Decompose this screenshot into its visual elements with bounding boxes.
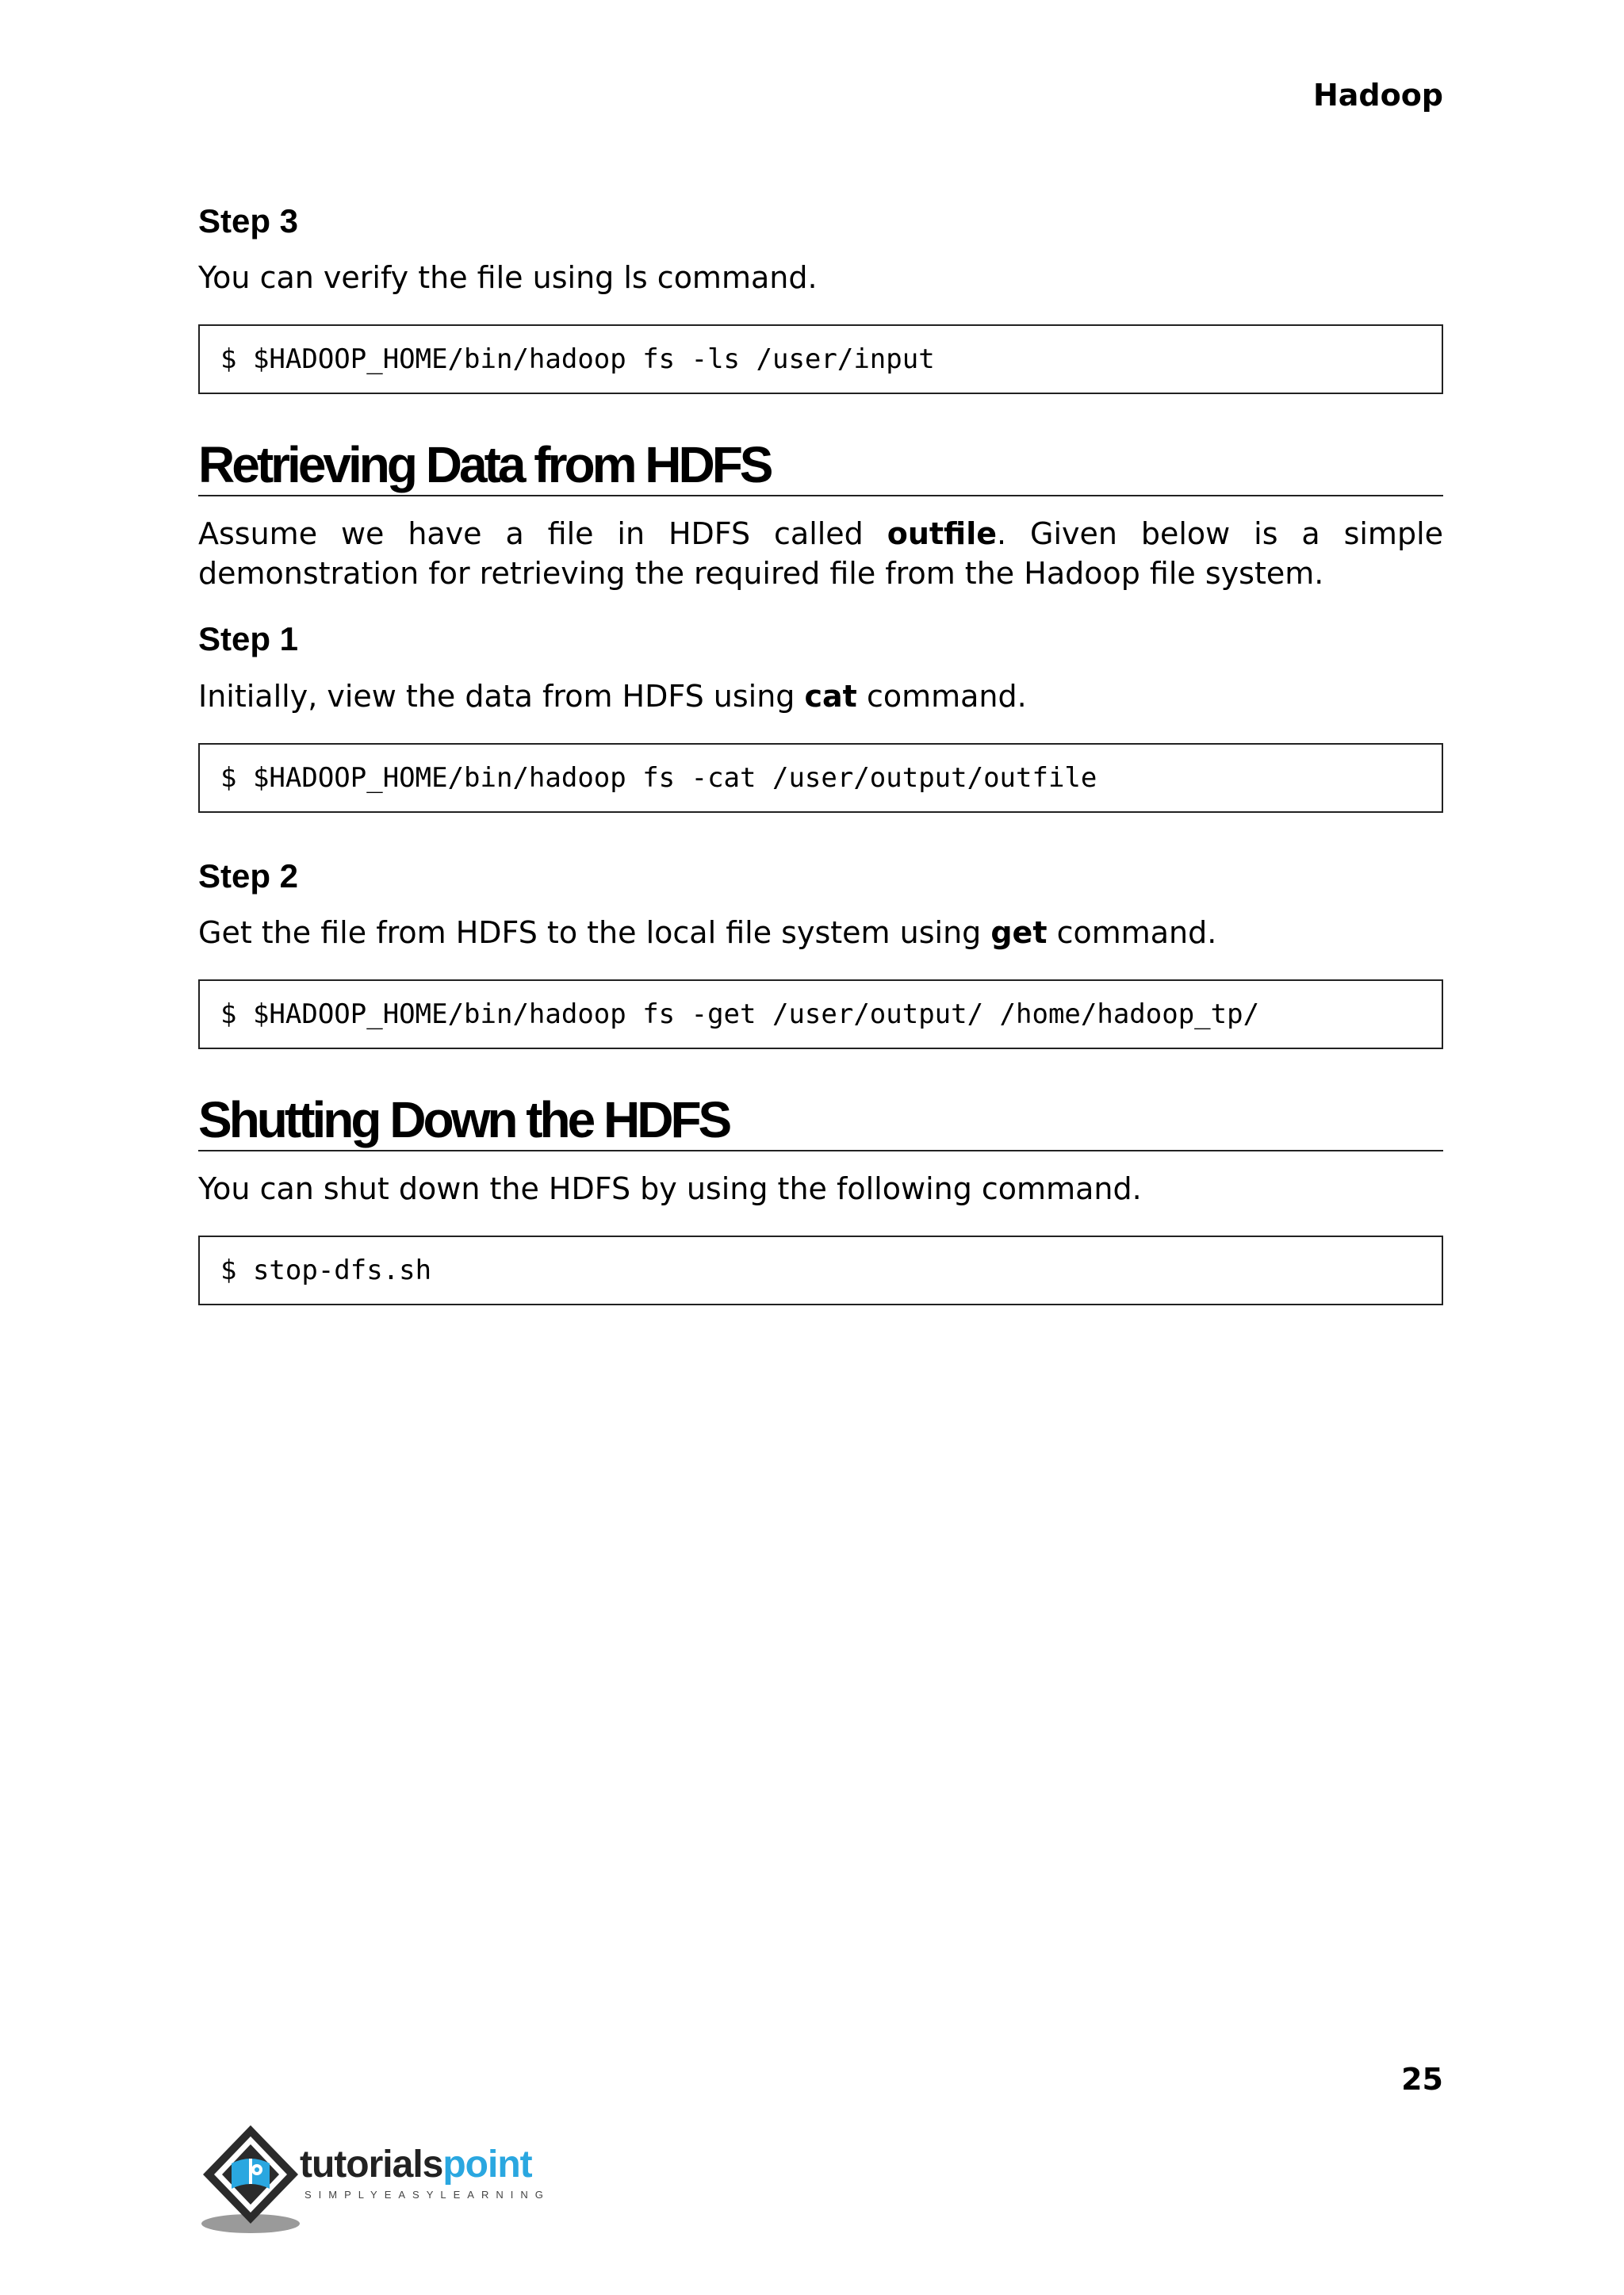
retrieving-intro-part2: . Given below is a simple demonstration for retrieving the required file from the Hadoop file system. — [198, 516, 1444, 592]
step-1-text-part1: Initially, view the data from HDFS using — [198, 678, 805, 714]
step-1-heading: Step 1 — [198, 620, 299, 658]
retrieving-intro-part1: Assume we have a file in HDFS called — [198, 516, 887, 552]
logo-wordmark — [300, 2143, 532, 2186]
retrieving-intro — [198, 514, 1443, 593]
step-2-code-block: $ $HADOOP_HOME/bin/hadoop fs -get /user/output/ /home/hadoop_tp/ — [198, 979, 1443, 1049]
section-title-shutdown: Shutting Down the HDFS — [198, 1094, 1443, 1151]
step-1-text-part2: command. — [856, 678, 1027, 714]
step-3-heading: Step 3 — [198, 202, 299, 239]
step-1-text — [198, 676, 1443, 716]
tutorialspoint-logo — [197, 2119, 569, 2238]
section-title-retrieving: Retrieving Data from HDFS — [198, 439, 1443, 496]
step-3-text: You can verify the file using ls command. — [198, 260, 818, 296]
logo-tagline: SIMPLYEASYLEARNING — [304, 2189, 550, 2201]
step-1-text-bold: cat — [804, 678, 857, 714]
logo-wordmark-part1: tutorials — [300, 2144, 443, 2186]
step-2-text-part1: Get the file from HDFS to the local file system using — [198, 915, 991, 951]
shutdown-text: You can shut down the HDFS by using the following command. — [198, 1171, 1142, 1207]
step-2-heading: Step 2 — [198, 856, 299, 895]
step-3-code-block: $ $HADOOP_HOME/bin/hadoop fs -ls /user/input — [198, 324, 1443, 394]
retrieving-intro-bold: outfile — [887, 516, 998, 552]
page-content — [198, 202, 1443, 1350]
shutdown-code-block: $ stop-dfs.sh — [198, 1236, 1443, 1305]
tutorialspoint-logo-icon — [197, 2119, 308, 2238]
step-1-code-block: $ $HADOOP_HOME/bin/hadoop fs -cat /user/output/outfile — [198, 743, 1443, 813]
page-number: 25 — [1401, 2062, 1443, 2097]
logo-wordmark-part2: point — [442, 2144, 532, 2186]
step-2-text-part2: command. — [1047, 915, 1217, 951]
step-2-text-bold: get — [990, 915, 1048, 951]
page-header-title: Hadoop — [1312, 78, 1443, 113]
step-2-text — [198, 913, 1443, 952]
